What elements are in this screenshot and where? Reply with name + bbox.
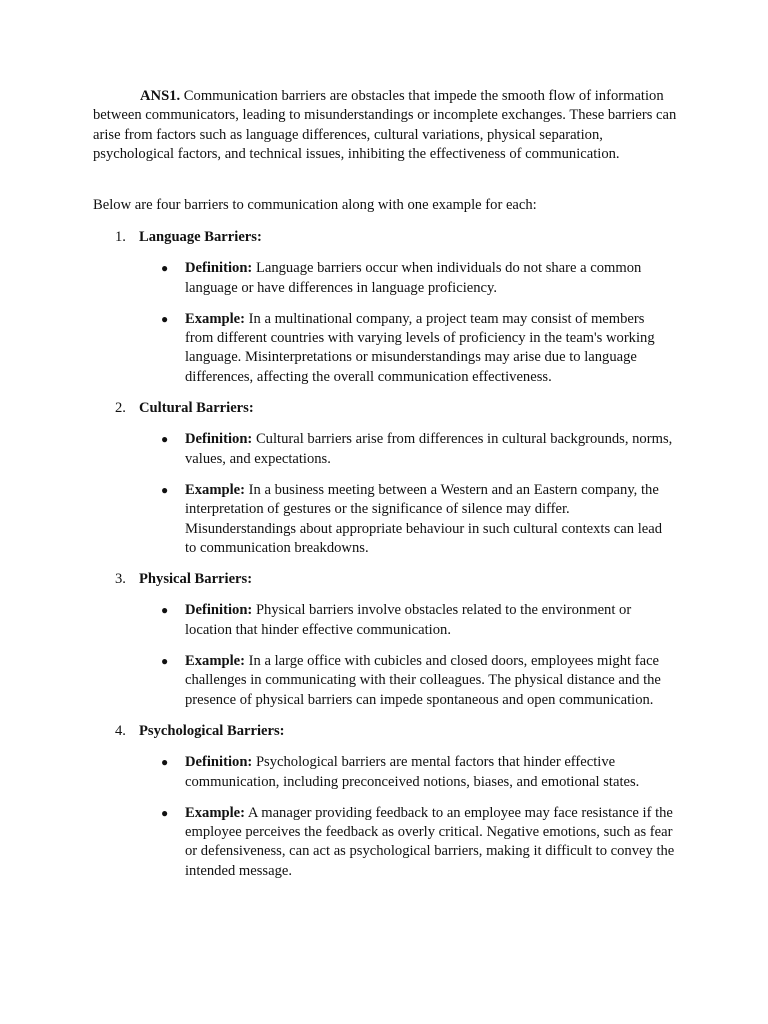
definition-point xyxy=(93,259,675,298)
barrier-item-cultural xyxy=(93,399,683,558)
bullet-icon: ● xyxy=(161,261,169,276)
barrier-points xyxy=(93,430,683,558)
definition-point xyxy=(93,601,675,640)
definition-text: Cultural barriers arise from differences in cultural backgrounds, norms, values, and expectations. xyxy=(185,431,673,467)
example-point xyxy=(93,481,675,558)
bullet-icon: ● xyxy=(161,432,169,447)
bullet-icon: ● xyxy=(161,805,169,820)
definition-text: Physical barriers involve obstacles related to the environment or location that hinder effective communication. xyxy=(185,602,632,638)
barrier-number: 1. xyxy=(115,229,126,245)
example-text: In a large office with cubicles and closed doors, employees might face challenges in communicating with their colleagues. The physical distance and the presence of physical barriers can impede spontaneous and open communication. xyxy=(185,653,661,708)
definition-point xyxy=(93,430,675,469)
example-point xyxy=(93,804,675,881)
barrier-heading xyxy=(93,228,683,247)
definition-point xyxy=(93,753,675,792)
example-point xyxy=(93,310,675,387)
barrier-number: 2. xyxy=(115,400,126,417)
bullet-icon: ● xyxy=(161,755,169,770)
lead-sentence: Below are four barriers to communication along with one example for each: xyxy=(93,197,537,213)
example-label: Example: xyxy=(185,310,245,327)
definition-text: Language barriers occur when individuals do not share a common language or have differences in language proficiency. xyxy=(185,260,642,296)
bullet-icon: ● xyxy=(161,482,169,497)
barrier-title: Physical Barriers: xyxy=(139,571,253,588)
barrier-heading xyxy=(93,570,683,589)
barrier-title: Language Barriers: xyxy=(139,229,262,245)
barrier-heading xyxy=(93,722,683,741)
barrier-title: Psychological Barriers: xyxy=(139,722,285,739)
barrier-number: 4. xyxy=(115,722,126,739)
barrier-list xyxy=(93,228,683,893)
example-label: Example: xyxy=(185,804,245,821)
answer-label: ANS1. xyxy=(140,88,181,104)
example-text: In a business meeting between a Western and an Eastern company, the interpretation of gestures or the significance of silence may differ. Misunderstandings about appropriate behaviour in such cultural contexts can lead to communication breakdowns. xyxy=(185,481,662,556)
barrier-item-language xyxy=(93,228,683,387)
example-label: Example: xyxy=(185,653,245,670)
bullet-icon: ● xyxy=(161,603,169,618)
definition-label: Definition: xyxy=(185,754,253,771)
barrier-points xyxy=(93,753,683,881)
example-text: A manager providing feedback to an employee may face resistance if the employee perceives the feedback as overly critical. Negative emotions, such as fear or defensiveness, can act as psychological barriers, making it difficult to convey the intended message. xyxy=(185,804,675,879)
barrier-number: 3. xyxy=(115,571,126,588)
barrier-item-psychological xyxy=(93,722,683,881)
definition-label: Definition: xyxy=(185,602,253,619)
example-point xyxy=(93,652,675,710)
barrier-heading xyxy=(93,399,683,418)
barrier-item-physical xyxy=(93,570,683,710)
bullet-icon: ● xyxy=(161,654,169,669)
example-text: In a multinational company, a project team may consist of members from different countries with varying levels of proficiency in the team's working language. Misinterpretations or misunderstandings may arise due to language differences, affecting the overall communication effectiveness. xyxy=(185,310,655,385)
definition-label: Definition: xyxy=(185,260,253,277)
definition-label: Definition: xyxy=(185,431,253,448)
example-label: Example: xyxy=(185,481,245,498)
bullet-icon: ● xyxy=(161,311,169,326)
barrier-title: Cultural Barriers: xyxy=(139,400,254,417)
barrier-points xyxy=(93,601,683,709)
intro-paragraph xyxy=(93,87,683,164)
definition-text: Psychological barriers are mental factors that hinder effective communication, including preconceived notions, biases, and emotional states. xyxy=(185,754,640,790)
barrier-points xyxy=(93,259,683,387)
intro-text: Communication barriers are obstacles that impede the smooth flow of information between communicators, leading to misunderstandings or incomplete exchanges. These barriers can arise from factors such as language differences, cultural variations, physical separation, psychological factors, and technical issues, inhibiting the effectiveness of communication. xyxy=(93,88,677,162)
